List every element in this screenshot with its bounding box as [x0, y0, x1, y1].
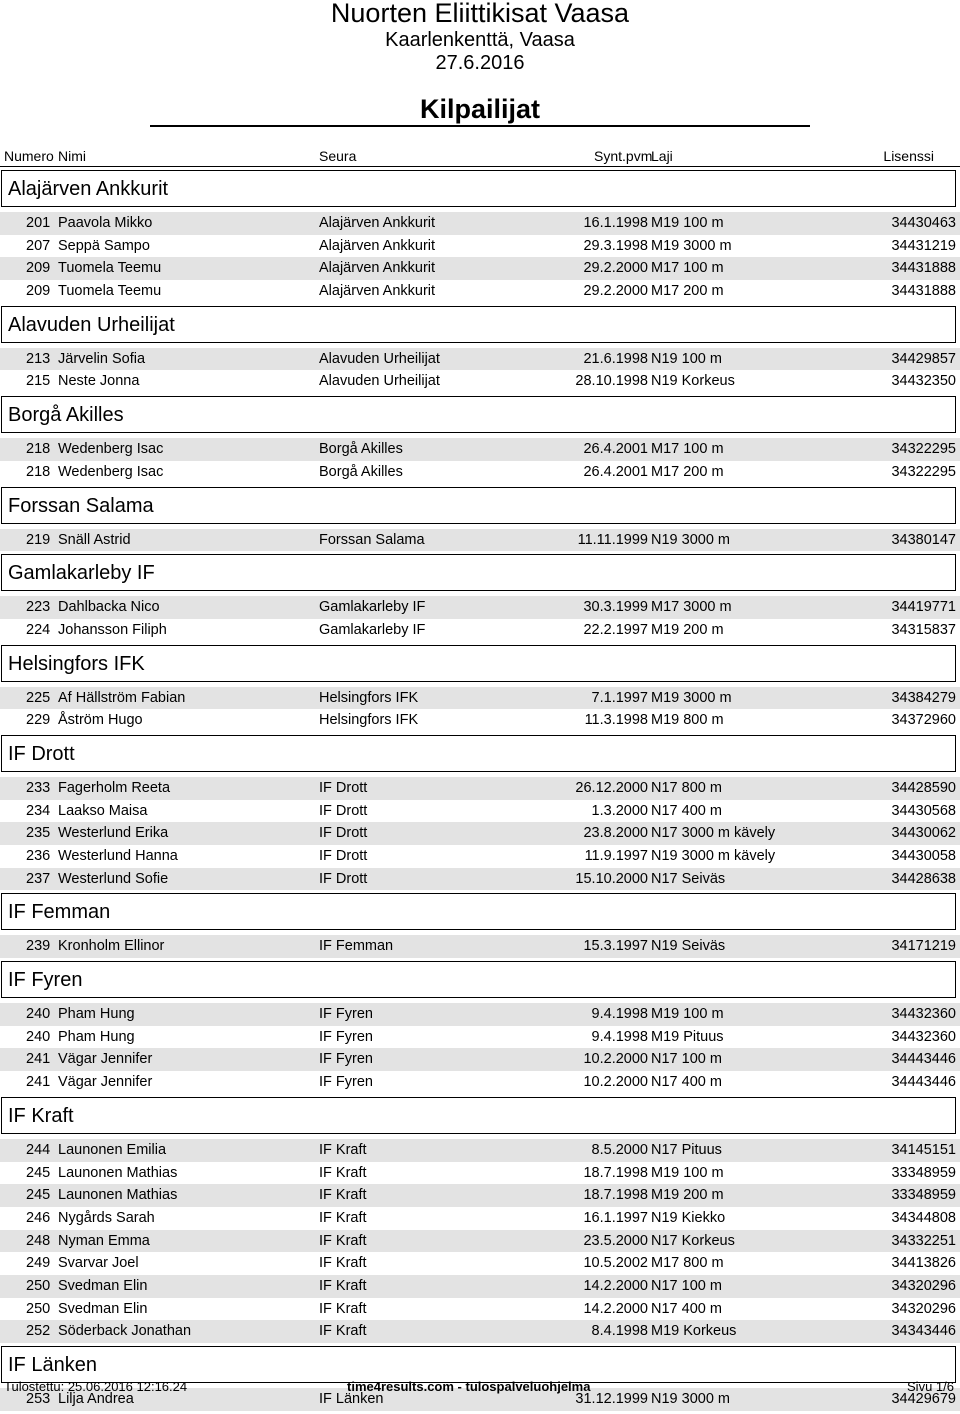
birth-date: 11.3.1998: [584, 712, 648, 729]
competitor-number: 244: [26, 1141, 51, 1158]
competitor-event: N17 100 m: [651, 1051, 722, 1068]
competitor-event: N17 Pituus: [651, 1141, 722, 1158]
competitor-name: Svarvar Joel: [58, 1255, 139, 1272]
license-number: 34145151: [891, 1141, 956, 1158]
table-row: [0, 348, 960, 371]
birth-date: 21.6.1998: [583, 350, 648, 367]
competitor-club: IF Femman: [319, 938, 394, 955]
table-row: [0, 257, 960, 280]
competitor-event: N19 100 m: [651, 350, 722, 367]
club-group-title: IF Femman: [1, 893, 956, 930]
license-number: 34429857: [891, 350, 956, 367]
event-date: 27.6.2016: [435, 52, 525, 74]
table-row: [0, 280, 960, 303]
club-group: [0, 893, 960, 961]
competitor-club: IF Drott: [319, 802, 368, 819]
birth-date: 1.3.2000: [591, 802, 648, 819]
competitor-event: M19 3000 m: [651, 237, 732, 254]
club-group: [0, 961, 960, 1097]
club-group: [0, 396, 960, 486]
birth-date: 26.4.2001: [583, 463, 648, 480]
table-row: [0, 1026, 960, 1049]
competitor-name: Vägar Jennifer: [58, 1051, 153, 1068]
competitor-event: N19 Seiväs: [651, 938, 726, 955]
license-number: 34443446: [891, 1051, 956, 1068]
print-timestamp: Tulostettu: 25.06.2016 12:16.24: [4, 1379, 188, 1394]
competitor-event: N17 100 m: [651, 1277, 722, 1294]
competitor-club: IF Drott: [319, 870, 368, 887]
competitor-event: N17 3000 m kävely: [651, 825, 776, 842]
table-row: [0, 1003, 960, 1026]
birth-date: 23.8.2000: [583, 825, 648, 842]
competitor-name: Söderback Jonathan: [58, 1323, 192, 1340]
license-number: 34430058: [891, 848, 956, 864]
col-event: Laji: [651, 148, 673, 164]
competitor-club: Helsingfors IFK: [319, 689, 419, 706]
competitor-club: IF Kraft: [319, 1232, 367, 1249]
competitor-number: 213: [26, 350, 51, 367]
competitor-event: M19 200 m: [651, 1187, 724, 1204]
competitor-number: 215: [26, 373, 51, 390]
competitor-number: 252: [26, 1323, 51, 1340]
competitor-club: Borgå Akilles: [319, 441, 403, 458]
event-title: Nuorten Eliittikisat Vaasa: [330, 0, 630, 28]
competitor-event: M19 100 m: [651, 1006, 724, 1023]
competitor-name: Wedenberg Isac: [58, 463, 164, 480]
license-number: 34431888: [891, 260, 956, 277]
competitor-number: 246: [26, 1209, 51, 1226]
table-row: [0, 868, 960, 891]
birth-date: 15.10.2000: [575, 870, 648, 887]
competitor-event: M19 Pituus: [651, 1028, 724, 1045]
table-row: [0, 1252, 960, 1275]
birth-date: 16.1.1998: [583, 215, 648, 231]
table-row: [0, 800, 960, 823]
birth-date: 11.11.1999: [577, 531, 648, 548]
license-number: 34432350: [891, 373, 956, 390]
license-number: 34429679: [891, 1391, 956, 1407]
club-group-title: Forssan Salama: [1, 487, 956, 524]
license-number: 34428638: [891, 870, 956, 887]
license-number: 34171219: [891, 938, 956, 955]
license-number: 34430568: [891, 802, 956, 819]
competitor-name: Svedman Elin: [58, 1277, 148, 1294]
license-number: 34432360: [891, 1028, 956, 1045]
competitor-number: 219: [26, 531, 51, 548]
competitor-number: 233: [26, 779, 51, 796]
competitor-number: 237: [26, 870, 51, 887]
birth-date: 7.1.1997: [591, 689, 648, 706]
license-number: 34332251: [891, 1232, 956, 1249]
license-number: 34413826: [891, 1255, 956, 1272]
table-row: [0, 687, 960, 710]
competitor-number: 224: [26, 621, 51, 638]
table-row: [0, 1071, 960, 1094]
competitor-name: Paavola Mikko: [58, 215, 153, 231]
table-row: [0, 1184, 960, 1207]
license-number: 34432360: [891, 1006, 956, 1023]
competitor-club: IF Kraft: [319, 1209, 367, 1226]
competitor-number: 201: [26, 215, 51, 231]
license-number: 34315837: [891, 621, 956, 638]
competitor-event: M19 100 m: [651, 215, 724, 231]
competitor-event: N19 Kiekko: [651, 1209, 726, 1226]
competitor-name: Westerlund Erika: [58, 825, 169, 842]
birth-date: 26.4.2001: [583, 441, 648, 458]
table-row: [0, 1048, 960, 1071]
competitor-number: 240: [26, 1028, 51, 1045]
birth-date: 29.2.2000: [583, 283, 648, 300]
table-row: [0, 1320, 960, 1343]
competitor-event: M17 3000 m: [651, 599, 732, 616]
table-row: [0, 1162, 960, 1185]
competitor-club: Alavuden Urheilijat: [319, 350, 440, 367]
table-row: [0, 1230, 960, 1253]
competitor-club: IF Drott: [319, 779, 368, 796]
club-group-title: IF Drott: [1, 735, 956, 772]
license-number: 34428590: [891, 779, 956, 796]
license-number: 34372960: [891, 712, 956, 729]
table-row: [0, 370, 960, 393]
competitor-event: M19 200 m: [651, 621, 724, 638]
competitor-event: M17 200 m: [651, 463, 724, 480]
license-number: 34344808: [891, 1209, 956, 1226]
competitor-club: Alajärven Ankkurit: [319, 237, 436, 254]
birth-date: 22.2.1997: [583, 621, 648, 638]
competitor-name: Westerlund Hanna: [58, 848, 178, 864]
club-group-title: IF Fyren: [1, 961, 956, 998]
competitor-name: Launonen Mathias: [58, 1164, 178, 1181]
competitor-name: Johansson Filiph: [58, 621, 167, 638]
table-row: [0, 777, 960, 800]
competitor-number: 241: [26, 1051, 51, 1068]
competitor-name: Dahlbacka Nico: [58, 599, 160, 616]
birth-date: 10.5.2002: [583, 1255, 648, 1272]
table-row: [0, 212, 960, 235]
club-group-title: Gamlakarleby IF: [1, 554, 956, 591]
club-group: [0, 735, 960, 893]
club-group-title: Alavuden Urheilijat: [1, 306, 956, 343]
competitor-event: M19 3000 m: [651, 689, 732, 706]
competitor-number: 250: [26, 1277, 51, 1294]
competitor-name: Launonen Mathias: [58, 1187, 178, 1204]
competitor-event: M19 800 m: [651, 712, 724, 729]
table-row: [0, 1275, 960, 1298]
competitor-number: 207: [26, 237, 51, 254]
birth-date: 9.4.1998: [591, 1006, 648, 1023]
page-title: Kilpailijat: [150, 93, 810, 127]
competitor-club: IF Kraft: [319, 1277, 367, 1294]
competitor-club: IF Kraft: [319, 1164, 367, 1181]
competitor-number: 234: [26, 802, 51, 819]
competitor-name: Pham Hung: [58, 1006, 135, 1023]
competitor-club: IF Fyren: [319, 1028, 373, 1045]
table-row: [0, 709, 960, 732]
birth-date: 14.2.2000: [583, 1277, 648, 1294]
table-row: [0, 529, 960, 552]
table-row: [0, 1207, 960, 1230]
table-row: [0, 1298, 960, 1321]
competitor-event: N19 Korkeus: [651, 373, 735, 390]
competitor-name: Launonen Emilia: [58, 1141, 167, 1158]
competitor-event: N17 800 m: [651, 779, 722, 796]
birth-date: 29.3.1998: [583, 237, 648, 254]
competitor-club: Alajärven Ankkurit: [319, 215, 436, 231]
col-number: Numero: [4, 148, 54, 164]
competitor-club: Alavuden Urheilijat: [319, 373, 440, 390]
competitor-name: Seppä Sampo: [58, 237, 150, 254]
license-number: 34320296: [891, 1300, 956, 1317]
competitor-number: 218: [26, 441, 51, 458]
competitor-club: IF Drott: [319, 825, 368, 842]
competitor-name: Nygårds Sarah: [58, 1209, 155, 1226]
competitor-event: N17 400 m: [651, 1300, 722, 1317]
page-footer: [0, 1377, 960, 1396]
birth-date: 23.5.2000: [583, 1232, 648, 1249]
club-group: [0, 306, 960, 396]
competitor-number: 245: [26, 1187, 51, 1204]
birth-date: 16.1.1997: [583, 1209, 648, 1226]
competitor-club: Gamlakarleby IF: [319, 621, 426, 638]
competitor-club: Gamlakarleby IF: [319, 599, 426, 616]
competitor-event: M17 100 m: [651, 260, 724, 277]
competitor-name: Neste Jonna: [58, 373, 140, 390]
table-row: [0, 619, 960, 642]
competitor-number: 250: [26, 1300, 51, 1317]
competitor-name: Åström Hugo: [58, 712, 143, 729]
competitor-name: Vägar Jennifer: [58, 1074, 153, 1091]
competitor-club: Borgå Akilles: [319, 463, 403, 480]
competitor-number: 239: [26, 938, 51, 955]
competitor-club: Alajärven Ankkurit: [319, 260, 436, 277]
license-number: 34322295: [891, 441, 956, 458]
col-birth: Synt.pvm: [594, 148, 653, 164]
competitor-club: IF Kraft: [319, 1300, 367, 1317]
software-credit: time4results.com - tulospalveluohjelma: [347, 1379, 591, 1394]
birth-date: 28.10.1998: [575, 373, 648, 390]
license-number: 33348959: [891, 1187, 956, 1204]
club-group-title: Borgå Akilles: [1, 396, 956, 433]
competitor-event: M17 800 m: [651, 1255, 724, 1272]
birth-date: 18.7.1998: [583, 1164, 648, 1181]
competitor-name: Lilja Andrea: [58, 1391, 134, 1407]
competitor-event: N17 Seiväs: [651, 870, 726, 887]
birth-date: 31.12.1999: [575, 1391, 648, 1407]
table-row: [0, 935, 960, 958]
license-number: 33348959: [891, 1164, 956, 1181]
license-number: 34431888: [891, 283, 956, 300]
competitor-name: Westerlund Sofie: [58, 870, 169, 887]
birth-date: 15.3.1997: [583, 938, 648, 955]
competitor-name: Kronholm Ellinor: [58, 938, 165, 955]
competitor-name: Svedman Elin: [58, 1300, 148, 1317]
license-number: 34320296: [891, 1277, 956, 1294]
competitor-club: Forssan Salama: [319, 531, 425, 548]
competitor-event: N17 400 m: [651, 1074, 722, 1091]
competitor-club: IF Kraft: [319, 1255, 367, 1272]
license-number: 34384279: [891, 689, 956, 706]
competitor-number: 253: [26, 1391, 51, 1407]
col-club: Seura: [319, 148, 357, 164]
competitor-club: IF Drott: [319, 848, 368, 864]
table-row: [0, 1139, 960, 1162]
competitor-event: N19 3000 m: [651, 1391, 730, 1407]
club-group: [0, 487, 960, 555]
birth-date: 11.9.1997: [584, 848, 648, 864]
competitor-club: IF Kraft: [319, 1323, 367, 1340]
birth-date: 18.7.1998: [583, 1187, 648, 1204]
club-group-title: IF Länken: [1, 1346, 956, 1383]
competitor-event: N17 Korkeus: [651, 1232, 735, 1249]
competitor-event: N19 3000 m: [651, 531, 730, 548]
competitor-number: 225: [26, 689, 51, 706]
birth-date: 10.2.2000: [583, 1074, 648, 1091]
competitor-number: 235: [26, 825, 51, 842]
event-venue: Kaarlenkenttä, Vaasa: [385, 29, 575, 51]
competitor-club: IF Fyren: [319, 1074, 373, 1091]
license-number: 34430463: [891, 215, 956, 231]
competitor-event: N17 400 m: [651, 802, 722, 819]
competitor-number: 248: [26, 1232, 51, 1249]
club-group-title: Alajärven Ankkurit: [1, 170, 956, 207]
competitor-number: 245: [26, 1164, 51, 1181]
club-group: [0, 554, 960, 644]
birth-date: 8.4.1998: [591, 1323, 648, 1340]
competitor-number: 209: [26, 260, 51, 277]
birth-date: 8.5.2000: [591, 1141, 648, 1158]
competitor-number: 229: [26, 712, 51, 729]
license-number: 34419771: [891, 599, 956, 616]
birth-date: 10.2.2000: [583, 1051, 648, 1068]
license-number: 34343446: [891, 1323, 956, 1340]
license-number: 34443446: [891, 1074, 956, 1091]
competitor-number: 236: [26, 848, 51, 864]
club-group-title: IF Kraft: [1, 1097, 956, 1134]
competitor-list: [0, 170, 960, 1414]
competitor-name: Wedenberg Isac: [58, 441, 164, 458]
table-row: [0, 438, 960, 461]
competitor-club: IF Länken: [319, 1391, 384, 1407]
table-row: [0, 822, 960, 845]
page-number: Sivu 1/6: [907, 1379, 954, 1394]
column-header-row: [0, 146, 960, 167]
competitor-club: IF Fyren: [319, 1006, 373, 1023]
competitor-name: Järvelin Sofia: [58, 350, 146, 367]
competitor-event: M17 100 m: [651, 441, 724, 458]
table-row: [0, 461, 960, 484]
competitor-name: Tuomela Teemu: [58, 260, 162, 277]
col-name: Nimi: [58, 148, 86, 164]
competitor-club: IF Fyren: [319, 1051, 373, 1068]
competitor-number: 218: [26, 463, 51, 480]
competitor-number: 209: [26, 283, 51, 300]
competitor-club: IF Kraft: [319, 1187, 367, 1204]
table-row: [0, 235, 960, 258]
license-number: 34322295: [891, 463, 956, 480]
competitor-club: IF Kraft: [319, 1141, 367, 1158]
birth-date: 30.3.1999: [583, 599, 648, 616]
license-number: 34380147: [891, 531, 956, 548]
club-group: [0, 1097, 960, 1346]
competitor-name: Tuomela Teemu: [58, 283, 162, 300]
competitor-name: Laakso Maisa: [58, 802, 148, 819]
competitor-name: Fagerholm Reeta: [58, 779, 171, 796]
competitor-event: N19 3000 m kävely: [651, 848, 776, 864]
competitor-club: Alajärven Ankkurit: [319, 283, 436, 300]
club-group-title: Helsingfors IFK: [1, 645, 956, 682]
competitor-number: 240: [26, 1006, 51, 1023]
club-group: [0, 170, 960, 306]
table-row: [0, 596, 960, 619]
competitor-event: M17 200 m: [651, 283, 724, 300]
competitor-event: M19 Korkeus: [651, 1323, 737, 1340]
birth-date: 26.12.2000: [575, 779, 648, 796]
competitor-club: Helsingfors IFK: [319, 712, 419, 729]
competitor-name: Af Hällström Fabian: [58, 689, 186, 706]
license-number: 34430062: [891, 825, 956, 842]
competitor-number: 241: [26, 1074, 51, 1091]
competitor-number: 223: [26, 599, 51, 616]
competitor-event: M19 100 m: [651, 1164, 724, 1181]
birth-date: 29.2.2000: [583, 260, 648, 277]
col-license: Lisenssi: [883, 148, 934, 164]
license-number: 34431219: [891, 237, 956, 254]
birth-date: 9.4.1998: [591, 1028, 648, 1045]
birth-date: 14.2.2000: [583, 1300, 648, 1317]
table-row: [0, 845, 960, 868]
club-group: [0, 645, 960, 735]
competitor-name: Pham Hung: [58, 1028, 135, 1045]
competitor-name: Snäll Astrid: [58, 531, 131, 548]
competitor-name: Nyman Emma: [58, 1232, 150, 1249]
competitor-number: 249: [26, 1255, 51, 1272]
